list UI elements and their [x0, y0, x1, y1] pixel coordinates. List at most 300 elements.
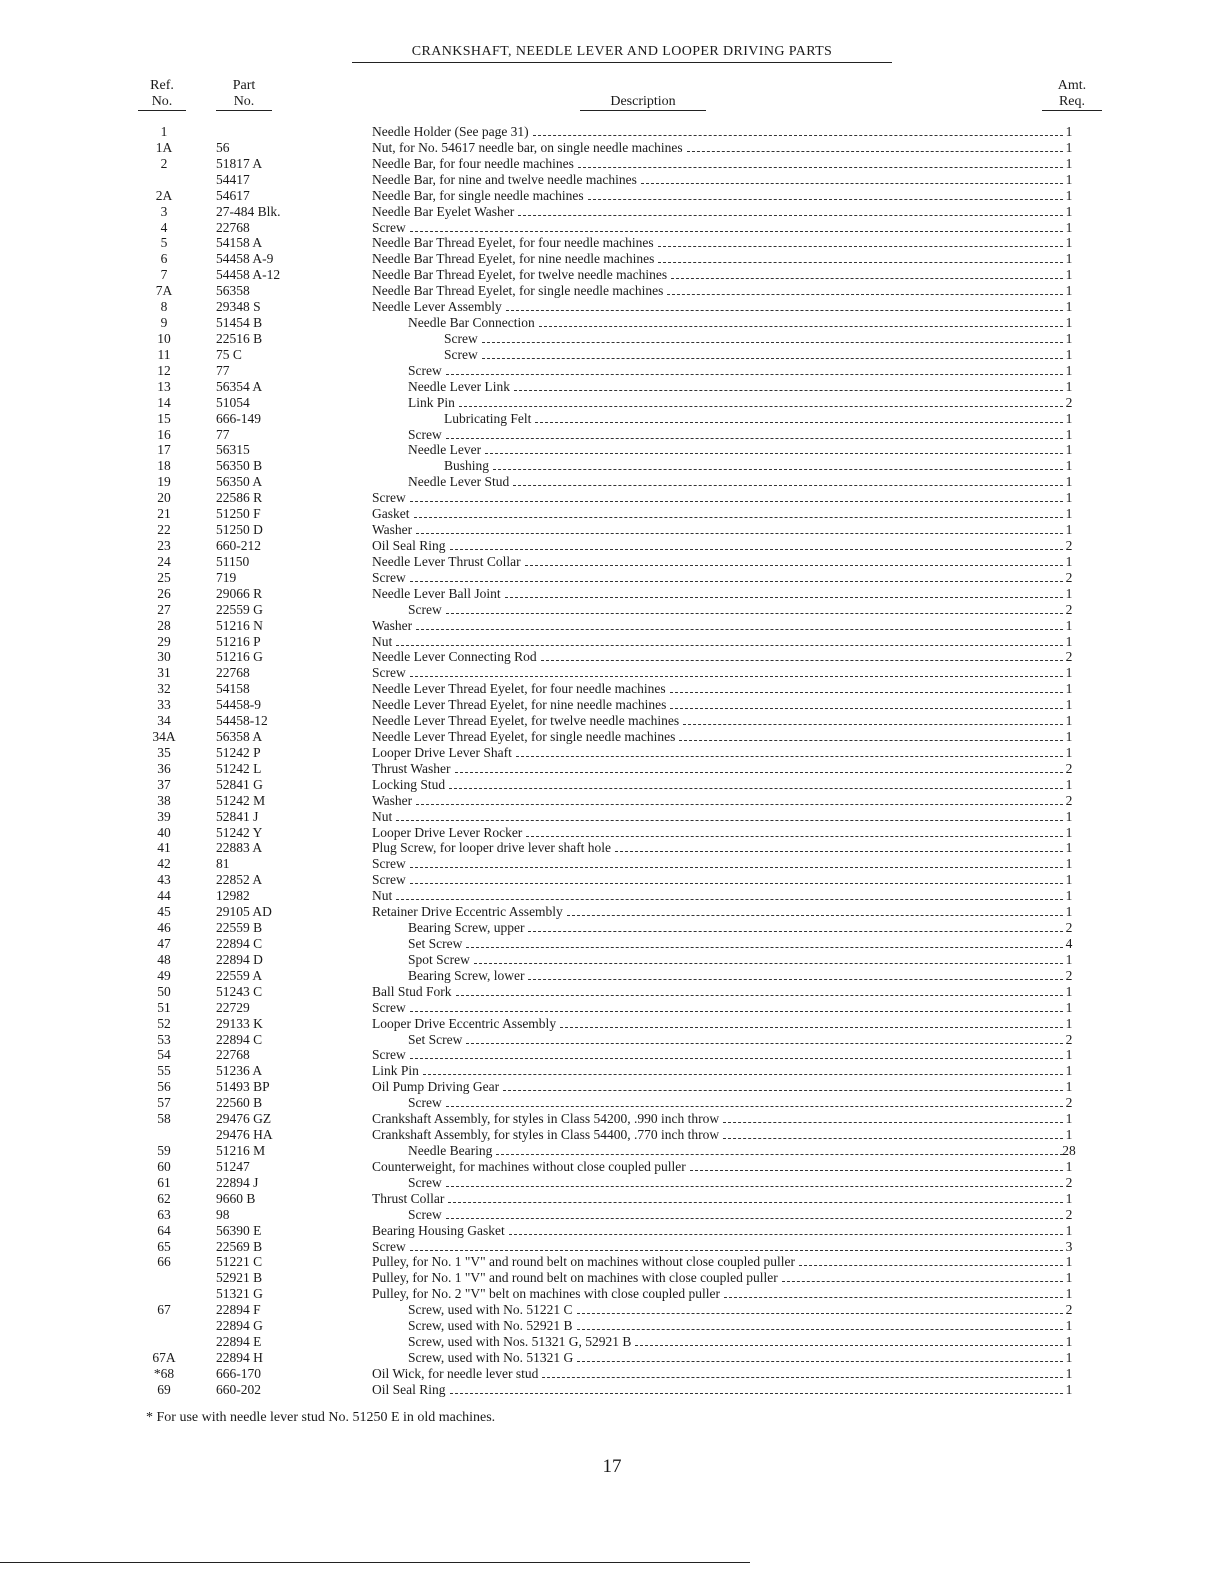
table-row: [0, 1111, 1224, 1127]
page-number: 17: [602, 1456, 622, 1477]
description-cell: [408, 1302, 1067, 1318]
part-no: 719: [216, 569, 237, 585]
amount-required: 1: [1065, 1127, 1073, 1143]
part-no: 666-170: [216, 1365, 261, 1381]
part-no: 29105 AD: [216, 904, 272, 920]
ref-no: 69: [157, 1381, 171, 1397]
amount-required: 2: [1065, 1206, 1073, 1222]
description: Screw: [372, 219, 406, 235]
dash-leader: [450, 1383, 1064, 1394]
amount-required: 1: [1065, 506, 1073, 522]
dash-leader: [505, 587, 1063, 598]
description: Screw: [408, 362, 442, 378]
description: Bearing Screw, upper: [408, 920, 525, 936]
amount-required: 1: [1065, 665, 1073, 681]
description-cell: [372, 156, 1067, 172]
part-no: 51321 G: [216, 1286, 263, 1302]
table-row: [0, 1159, 1224, 1175]
dash-leader: [416, 619, 1063, 630]
description-cell: [408, 379, 1067, 395]
part-no: 77: [216, 362, 230, 378]
ref-no: 54: [157, 1047, 171, 1063]
description: Set Screw: [408, 1031, 463, 1047]
table-row: [0, 395, 1224, 411]
dash-leader: [782, 1271, 1063, 1282]
table-row: [0, 283, 1224, 299]
table-row: [0, 745, 1224, 761]
amount-required: 1: [1065, 904, 1073, 920]
description-cell: [408, 395, 1067, 411]
part-no: 51243 C: [216, 983, 263, 999]
ref-no: 57: [157, 1095, 171, 1111]
amount-required: 1: [1065, 824, 1073, 840]
part-no: 51221 C: [216, 1254, 263, 1270]
part-no: 56350 A: [216, 474, 263, 490]
ref-no: 6: [160, 251, 168, 267]
ref-no: 2: [160, 155, 168, 171]
description-cell: [372, 172, 1067, 188]
description-cell: [372, 713, 1067, 729]
description: Link Pin: [408, 394, 455, 410]
dash-leader: [493, 459, 1063, 470]
part-header-line1: Part: [232, 78, 256, 93]
part-no: 51242 Y: [216, 824, 263, 840]
dash-leader: [670, 698, 1063, 709]
amount-required: 1: [1065, 330, 1073, 346]
dash-leader: [410, 1001, 1063, 1012]
dash-leader: [446, 364, 1063, 375]
dash-leader: [539, 316, 1063, 327]
part-no: 22894 F: [216, 1302, 261, 1318]
table-row: [0, 1016, 1224, 1032]
description: Screw: [408, 1206, 442, 1222]
amount-required: 1: [1065, 776, 1073, 792]
part-no: 51250 D: [216, 522, 263, 538]
part-no: 22559 G: [216, 601, 263, 617]
ref-no: 19: [157, 474, 171, 490]
dash-leader: [533, 125, 1063, 136]
amount-required: 1: [1065, 1111, 1073, 1127]
ref-no: 61: [157, 1174, 171, 1190]
part-no: 56350 B: [216, 458, 263, 474]
description: Screw: [408, 1095, 442, 1111]
dash-leader: [683, 714, 1063, 725]
part-no: 54158: [216, 681, 250, 697]
amount-required: 2: [1065, 601, 1073, 617]
amount-required: 1: [1065, 203, 1073, 219]
description-cell: [444, 331, 1067, 347]
amount-required: 1: [1065, 1047, 1073, 1063]
table-row: [0, 649, 1224, 665]
table-row: [0, 1239, 1224, 1255]
table-row: [0, 1143, 1224, 1159]
dash-leader: [667, 284, 1063, 295]
amount-required: 1: [1065, 856, 1073, 872]
dash-leader: [446, 1176, 1063, 1187]
ref-no: 26: [157, 585, 171, 601]
part-no: 51236 A: [216, 1063, 263, 1079]
description: Screw: [372, 1238, 406, 1254]
amount-required: 1: [1065, 474, 1073, 490]
dash-leader: [687, 141, 1063, 152]
amount-required: 1: [1065, 553, 1073, 569]
ref-no: 13: [157, 378, 171, 394]
table-row: [0, 618, 1224, 634]
part-no: 51817 A: [216, 155, 263, 171]
table-row: [0, 204, 1224, 220]
description-cell: [372, 793, 1067, 809]
description-cell: [372, 634, 1067, 650]
description-cell: [372, 251, 1067, 267]
dash-leader: [542, 1367, 1063, 1378]
description: Oil Seal Ring: [372, 537, 446, 553]
description-cell: [372, 1270, 1067, 1286]
description: Nut: [372, 633, 393, 649]
description: Needle Holder (See page 31): [372, 124, 529, 139]
amount-required: 1: [1065, 1318, 1073, 1334]
description-cell: [408, 952, 1067, 968]
amount-required: 1: [1065, 315, 1073, 331]
table-row: [0, 697, 1224, 713]
ref-no: 47: [157, 936, 171, 952]
description: Pulley, for No. 1 "V" and round belt on machines without close coupled puller: [372, 1254, 795, 1270]
amount-required: 1: [1065, 283, 1073, 299]
table-row: [0, 379, 1224, 395]
dash-leader: [516, 746, 1063, 757]
description-cell: [408, 920, 1067, 936]
description: Crankshaft Assembly, for styles in Class 54400, .770 inch throw: [372, 1127, 720, 1143]
ref-no: 36: [157, 760, 171, 776]
description-cell: [372, 697, 1067, 713]
part-no: 22768: [216, 1047, 250, 1063]
dash-leader: [567, 905, 1063, 916]
description-cell: [372, 283, 1067, 299]
description-cell: [372, 904, 1067, 920]
amount-required: 1: [1065, 139, 1073, 155]
dash-leader: [560, 1017, 1063, 1028]
amount-required: 3: [1065, 1238, 1073, 1254]
part-no-header: [216, 78, 272, 111]
ref-no: 25: [157, 569, 171, 585]
part-no: 22852 A: [216, 872, 263, 888]
dash-leader: [459, 396, 1063, 407]
amount-required: 1: [1065, 808, 1073, 824]
dash-leader: [446, 603, 1063, 614]
dash-leader: [449, 778, 1063, 789]
ref-no: 22: [157, 522, 171, 538]
description: Counterweight, for machines without close coupled puller: [372, 1158, 686, 1174]
table-row: [0, 490, 1224, 506]
dash-leader: [799, 1255, 1063, 1266]
ref-no: 20: [157, 490, 171, 506]
description: Lubricating Felt: [444, 410, 532, 426]
table-row: [0, 427, 1224, 443]
part-no: 29476 GZ: [216, 1111, 272, 1127]
amount-required: 1: [1065, 155, 1073, 171]
table-row: [0, 872, 1224, 888]
description-cell: [408, 474, 1067, 490]
description: Screw, used with No. 51321 G: [408, 1349, 574, 1365]
dash-leader: [525, 555, 1063, 566]
description: Screw: [408, 1174, 442, 1190]
part-no: 22894 H: [216, 1349, 263, 1365]
table-row: [0, 124, 1224, 140]
ref-no-header: [138, 78, 186, 111]
part-no: 56390 E: [216, 1222, 262, 1238]
ref-no: 58: [157, 1111, 171, 1127]
ref-no: 40: [157, 824, 171, 840]
part-no: 51242 P: [216, 744, 261, 760]
description-cell: [372, 1079, 1067, 1095]
table-row: [0, 729, 1224, 745]
dash-leader: [528, 969, 1063, 980]
description: Needle Bar, for four needle machines: [372, 155, 574, 171]
description-cell: [372, 1223, 1067, 1239]
part-no: 51454 B: [216, 315, 263, 331]
part-no: 51150: [216, 553, 250, 569]
ref-no: 51: [157, 999, 171, 1015]
description: Bearing Housing Gasket: [372, 1222, 505, 1238]
ref-no: 64: [157, 1222, 171, 1238]
description: Link Pin: [372, 1063, 419, 1079]
description-cell: [408, 602, 1067, 618]
dash-leader: [724, 1287, 1063, 1298]
amount-required: 1: [1065, 633, 1073, 649]
description-cell: [372, 220, 1067, 236]
ref-no: 45: [157, 904, 171, 920]
ref-no: 37: [157, 776, 171, 792]
table-row: [0, 267, 1224, 283]
dash-leader: [526, 826, 1063, 837]
ref-no: 1: [160, 124, 168, 139]
table-row: [0, 1047, 1224, 1063]
part-no: 22894 G: [216, 1318, 263, 1334]
part-no: 56315: [216, 442, 250, 458]
bottom-rule: [0, 1562, 750, 1563]
part-no: 29348 S: [216, 299, 261, 315]
dash-leader: [450, 539, 1064, 550]
description: Oil Wick, for needle lever stud: [372, 1365, 539, 1381]
description: Needle Lever Ball Joint: [372, 585, 501, 601]
table-row: [0, 713, 1224, 729]
description: Thrust Washer: [372, 760, 451, 776]
description: Set Screw: [408, 936, 463, 952]
amount-required: 1: [1065, 1334, 1073, 1350]
amount-required: 2: [1065, 792, 1073, 808]
amount-required: 1: [1065, 888, 1073, 904]
dash-leader: [535, 412, 1063, 423]
description: Looper Drive Lever Shaft: [372, 744, 512, 760]
part-no: 22894 D: [216, 951, 263, 967]
description-cell: [372, 267, 1067, 283]
ref-no: 63: [157, 1206, 171, 1222]
dash-leader: [514, 380, 1063, 391]
part-no: 29066 R: [216, 585, 263, 601]
amount-required: 2: [1065, 649, 1073, 665]
part-no: 98: [216, 1206, 230, 1222]
table-row: [0, 1318, 1224, 1334]
dash-leader: [615, 841, 1063, 852]
description-cell: [408, 427, 1067, 443]
description-cell: [372, 490, 1067, 506]
amount-required: 1: [1065, 299, 1073, 315]
amount-required: 1: [1065, 1270, 1073, 1286]
dash-leader: [658, 236, 1063, 247]
ref-header-line1: Ref.: [150, 78, 174, 93]
description: Screw: [372, 872, 406, 888]
description-cell: [372, 554, 1067, 570]
table-row: [0, 602, 1224, 618]
description: Needle Lever Thread Eyelet, for nine needle machines: [372, 697, 667, 713]
amount-required: 1: [1065, 1286, 1073, 1302]
description-cell: [372, 1159, 1067, 1175]
part-no: 51242 L: [216, 760, 262, 776]
description: Plug Screw, for looper drive lever shaft hole: [372, 840, 612, 856]
description-cell: [372, 506, 1067, 522]
part-no: 22586 R: [216, 490, 263, 506]
part-no: 22560 B: [216, 1095, 263, 1111]
amount-required: 2: [1065, 537, 1073, 553]
table-row: [0, 474, 1224, 490]
description-cell: [372, 1047, 1067, 1063]
amount-required: 1: [1065, 872, 1073, 888]
description: Needle Bar, for nine and twelve needle machines: [372, 171, 637, 187]
part-no: 51216 M: [216, 1143, 266, 1158]
description-cell: [408, 1032, 1067, 1048]
ref-no: 67A: [152, 1349, 176, 1365]
table-row: [0, 1350, 1224, 1366]
dash-leader: [410, 857, 1063, 868]
description: Screw, used with No. 51221 C: [408, 1302, 573, 1318]
dash-leader: [448, 1192, 1063, 1203]
description-cell: [372, 1016, 1067, 1032]
amount-required: 1: [1065, 1158, 1073, 1174]
description: Screw: [372, 999, 406, 1015]
part-no: 56354 A: [216, 378, 263, 394]
dash-leader: [446, 1208, 1063, 1219]
description-header-label: Description: [580, 94, 706, 111]
description-cell: [408, 936, 1067, 952]
amount-required: 2: [1065, 1031, 1073, 1047]
description: Needle Lever: [408, 442, 482, 458]
part-no: 56: [216, 139, 230, 155]
part-no: 51216 P: [216, 633, 261, 649]
ref-no: 4: [160, 219, 168, 235]
dash-leader: [446, 1096, 1063, 1107]
description-cell: [372, 235, 1067, 251]
ref-no: 11: [157, 346, 171, 362]
ref-no: 17: [157, 442, 171, 458]
description-cell: [372, 204, 1067, 220]
description: Needle Lever Connecting Rod: [372, 649, 537, 665]
ref-no: 50: [157, 983, 171, 999]
ref-no: 10: [157, 330, 171, 346]
table-row: [0, 952, 1224, 968]
amount-required: 1: [1065, 346, 1073, 362]
description: Retainer Drive Eccentric Assembly: [372, 904, 563, 920]
ref-no: 53: [157, 1031, 171, 1047]
description-cell: [444, 458, 1067, 474]
description: Needle Bar Connection: [408, 315, 535, 331]
table-row: [0, 347, 1224, 363]
ref-no: 16: [157, 426, 171, 442]
table-row: [0, 936, 1224, 952]
ref-no: 27: [157, 601, 171, 617]
ref-no: 35: [157, 744, 171, 760]
ref-no: 28: [157, 617, 171, 633]
amount-required: 1: [1065, 267, 1073, 283]
dash-leader: [541, 650, 1063, 661]
ref-no: 2A: [155, 187, 173, 203]
ref-no: 24: [157, 553, 171, 569]
table-row: [0, 570, 1224, 586]
description-cell: [444, 411, 1067, 427]
ref-no: 9: [160, 315, 168, 331]
table-row: [0, 315, 1224, 331]
dash-leader: [414, 507, 1064, 518]
table-row: [0, 1207, 1224, 1223]
ref-no: 59: [157, 1143, 171, 1158]
part-no: 54417: [216, 171, 250, 187]
description-header: [580, 94, 706, 111]
table-row: [0, 506, 1224, 522]
description: Bearing Screw, lower: [408, 967, 525, 983]
table-row: [0, 522, 1224, 538]
amount-required: 1: [1065, 840, 1073, 856]
description: Nut: [372, 808, 393, 824]
part-no: 77: [216, 426, 230, 442]
dash-leader: [670, 682, 1063, 693]
part-no: 22729: [216, 999, 250, 1015]
ref-no: 56: [157, 1079, 171, 1095]
part-no: 22559 B: [216, 920, 263, 936]
description: Needle Bar Thread Eyelet, for single needle machines: [372, 283, 664, 299]
dash-leader: [588, 189, 1063, 200]
ref-no: 38: [157, 792, 171, 808]
description: Needle Lever Thread Eyelet, for four needle machines: [372, 681, 666, 697]
description: Needle Bar, for single needle machines: [372, 187, 584, 203]
description-cell: [372, 825, 1067, 841]
amount-required: 1: [1065, 729, 1073, 745]
amount-required: 2: [1065, 967, 1073, 983]
description: Thrust Collar: [372, 1190, 445, 1206]
description: Oil Pump Driving Gear: [372, 1079, 500, 1095]
amt-header-line2: Req.: [1042, 94, 1102, 111]
amount-required: 1: [1065, 490, 1073, 506]
dash-leader: [416, 523, 1063, 534]
amount-required: 1: [1065, 681, 1073, 697]
dash-leader: [423, 1064, 1063, 1075]
description-cell: [372, 124, 1067, 140]
amount-required: 1: [1065, 187, 1073, 203]
table-row: [0, 825, 1224, 841]
ref-no: 31: [157, 665, 171, 681]
description-cell: [408, 1334, 1067, 1350]
description-cell: [408, 363, 1067, 379]
amount-required: 1: [1065, 1063, 1073, 1079]
amount-required: 1: [1065, 1254, 1073, 1270]
ref-no: 8: [160, 299, 168, 315]
description: Needle Lever Link: [408, 378, 510, 394]
dash-leader: [410, 1048, 1063, 1059]
amount-required: 1: [1065, 585, 1073, 601]
table-row: [0, 856, 1224, 872]
description: Oil Seal Ring: [372, 1381, 446, 1397]
ref-no: 44: [157, 888, 171, 904]
description-cell: [372, 840, 1067, 856]
table-row: [0, 1079, 1224, 1095]
description-cell: [372, 570, 1067, 586]
